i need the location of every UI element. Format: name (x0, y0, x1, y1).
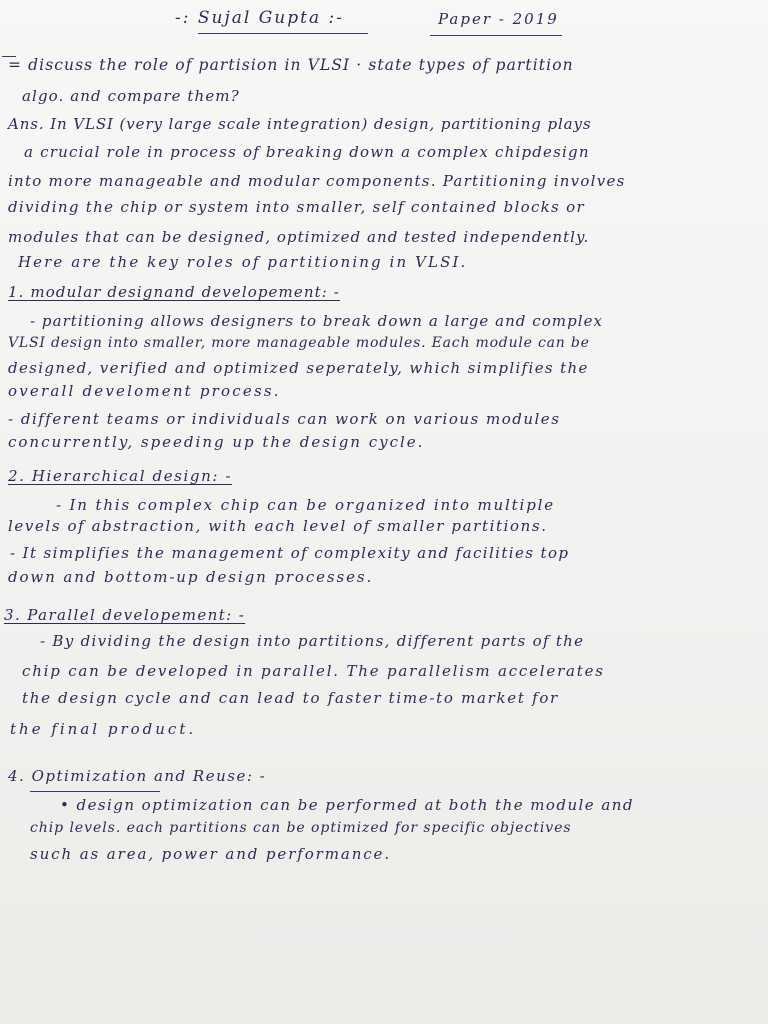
section-2-line-3: - It simplifies the management of complexity and facilities top (10, 544, 570, 562)
section-4-line-3: such as area, power and performance. (30, 845, 392, 863)
section-2-line-1: - In this complex chip can be organized into multiple (56, 496, 556, 514)
section-3-line-2: chip can be developed in parallel. The parallelism accelerates (22, 662, 605, 680)
section-3-line-4: the final product. (10, 720, 197, 738)
answer-line-2: a crucial role in process of breaking down a complex chipdesign (24, 143, 590, 161)
author-name: -: Sujal Gupta :- (175, 8, 344, 28)
section-1-line-6: concurrently, speeding up the design cycle. (8, 433, 425, 451)
section-2-heading: 2. Hierarchical design: - (8, 467, 233, 485)
section-1-line-4: overall develoment process. (8, 382, 281, 400)
section-1-line-5: - different teams or individuals can work on various modules (8, 410, 561, 428)
section-1-line-2: VLSI design into smaller, more manageable modules. Each module can be (8, 335, 590, 351)
section-3-line-3: the design cycle and can lead to faster time-to market for (22, 689, 559, 707)
question-line-1: = discuss the role of partision in VLSI · state types of partition (8, 56, 574, 74)
section-2-line-4: down and bottom-up design processes. (8, 568, 374, 586)
question-line-2: algo. and compare them? (22, 87, 240, 105)
header-paper-underline (430, 35, 562, 36)
answer-line-6: Here are the key roles of partitioning in VLSI. (18, 253, 468, 271)
section-3-line-1: - By dividing the design into partitions, different parts of the (40, 632, 585, 650)
section-4-heading: 4. Optimization and Reuse: - (8, 767, 267, 785)
answer-line-4: dividing the chip or system into smaller, self contained blocks or (8, 198, 585, 216)
section-4-line-1: • design optimization can be performed at both the module and (60, 796, 634, 814)
section-4-heading-underline (30, 791, 160, 792)
answer-line-1: Ans. In VLSI (very large scale integration) design, partitioning plays (8, 115, 592, 133)
section-4-line-2: chip levels. each partitions can be optimized for specific objectives (30, 820, 572, 836)
section-2-line-2: levels of abstraction, with each level of smaller partitions. (8, 517, 548, 535)
answer-line-3: into more manageable and modular components. Partitioning involves (8, 172, 626, 190)
section-1-line-3: designed, verified and optimized seperately, which simplifies the (8, 359, 589, 377)
answer-line-5: modules that can be designed, optimized and tested independently. (8, 228, 590, 246)
header-name-underline (198, 33, 368, 34)
section-1-line-1: - partitioning allows designers to break down a large and complex (30, 312, 604, 330)
section-3-heading: 3. Parallel developement: - (4, 606, 246, 624)
section-1-heading: 1. modular designand developement: - (8, 283, 340, 301)
paper-year: Paper - 2019 (438, 10, 559, 28)
